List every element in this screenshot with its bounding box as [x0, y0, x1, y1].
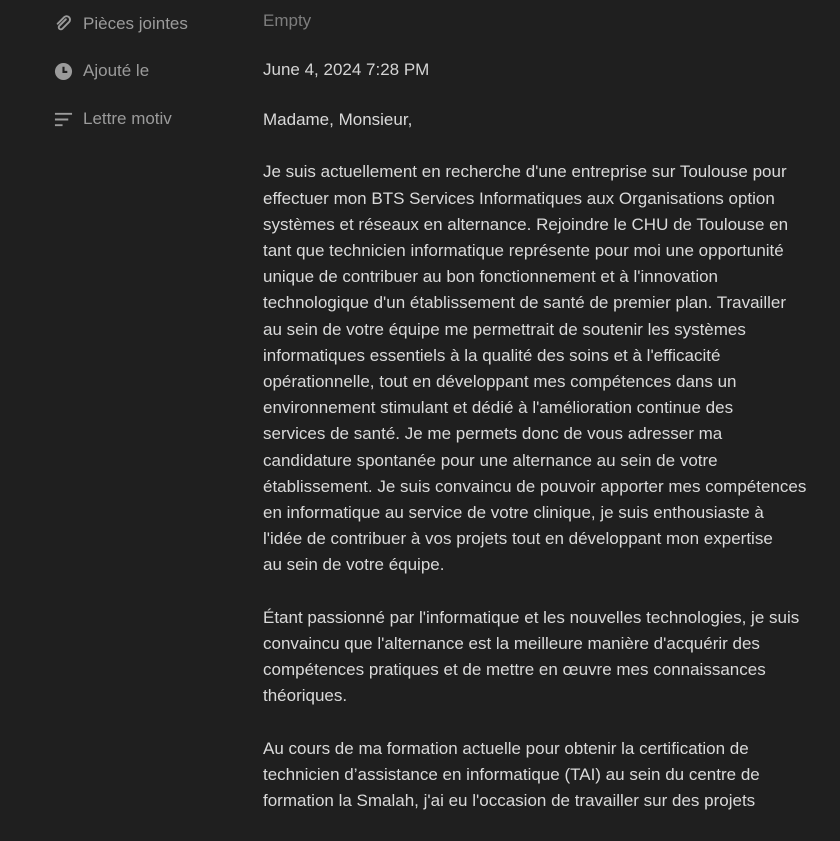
text-line: théoriques. — [263, 686, 348, 706]
text-line: au sein de votre équipe. — [263, 555, 445, 575]
text-line: systèmes et réseaux en alternance. Rejoindre le CHU de Toulouse en — [263, 214, 789, 234]
text-line: établissement. Je suis convaincu de pouvoir apporter mes compétences — [263, 476, 807, 496]
text-line: tant que technicien informatique représente pour moi une opportunité — [263, 241, 784, 260]
cover-letter-text[interactable] — [263, 107, 806, 841]
text-line: Étant passionné par l'informatique et les nouvelles technologies, je suis — [263, 607, 800, 627]
property-pieces-jointes[interactable] — [54, 11, 188, 37]
text-line: en informatique au service de votre clinique, je suis enthousiaste à — [263, 503, 764, 523]
text-line: compétences pratiques et de mettre en œuvre mes connaissances — [263, 660, 766, 680]
text-line: environnement stimulant et dédié à l'amélioration continue des — [263, 398, 734, 418]
text-line: candidature spontanée pour une alternance au sein de votre — [263, 450, 718, 470]
paperclip-icon — [54, 15, 73, 34]
property-ajoute-le[interactable] — [54, 58, 149, 84]
attachments-value[interactable]: Empty — [263, 11, 312, 30]
text-line: Je suis actuellement en recherche d'une entreprise sur Toulouse pour — [263, 162, 787, 182]
text-line: effectuer mon BTS Services Informatiques aux Organisations option — [263, 188, 775, 208]
paragraph-2 — [263, 605, 806, 710]
text-line: convaincu que l'alternance est la meilleure manière d'acquérir des — [263, 634, 760, 654]
property-lettre-motiv[interactable] — [54, 106, 172, 132]
text-line: l'idée de contribuer à vos projets tout en développant mon expertise — [263, 529, 773, 549]
text-line: Au cours de ma formation actuelle pour obtenir la certification de — [263, 738, 749, 758]
text-line: technicien d’assistance en informatique (TAI) au sein du centre de — [263, 765, 760, 785]
text-line: Madame, Monsieur, — [263, 110, 413, 129]
text-line: technologique d'un établissement de santé de premier plan. Travailler — [263, 293, 787, 313]
text-lines-icon — [54, 110, 73, 129]
property-label: Ajouté le — [83, 61, 150, 80]
text-line: formation la Smalah, j'ai eu l'occasion de travailler sur des projets — [263, 791, 756, 811]
clock-icon — [54, 62, 73, 81]
paragraph-3 — [263, 736, 806, 815]
paragraph-1 — [263, 159, 806, 578]
text-line: unique de contribuer au bon fonctionnement et à l'innovation — [263, 267, 719, 287]
text-line: opérationnelle, tout en développant mes compétences dans un — [263, 372, 737, 392]
text-line: informatiques essentiels à la qualité des soins et à l'efficacité — [263, 345, 721, 365]
property-label: Pièces jointes — [83, 14, 188, 33]
added-date-value: June 4, 2024 7:28 PM — [263, 60, 430, 79]
text-line: services de santé. Je me permets donc de vous adresser ma — [263, 424, 723, 444]
property-label: Lettre motiv — [83, 109, 172, 128]
paragraph-greeting — [263, 107, 806, 133]
text-line: au sein de votre équipe me permettrait de soutenir les systèmes — [263, 319, 746, 339]
